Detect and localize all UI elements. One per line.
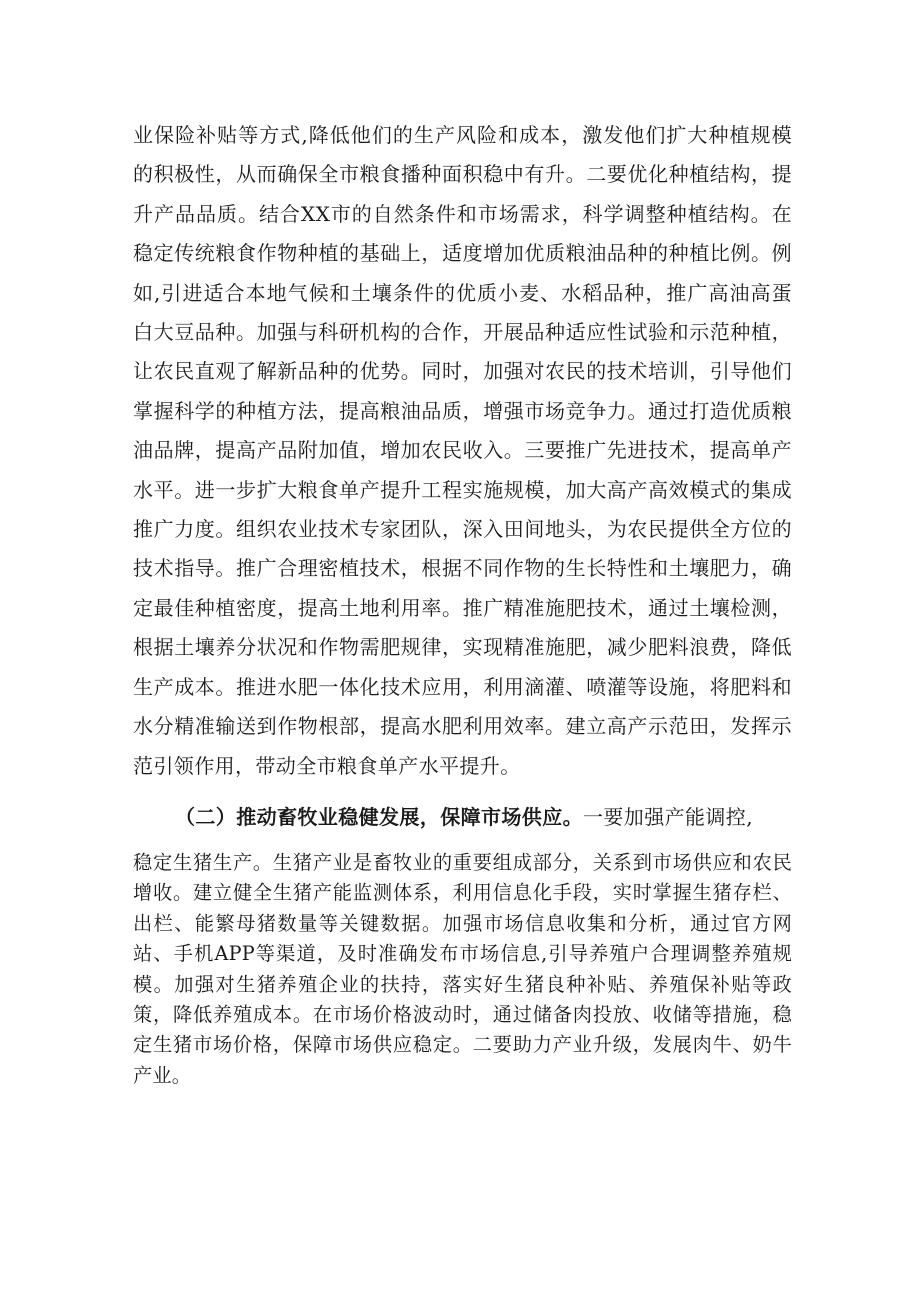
section-heading-livestock: （二）推动畜牧业稳健发展，保障市场供应。 <box>175 804 583 829</box>
body-paragraph-livestock: 稳定生猪生产。生猪产业是畜牧业的重要组成部分，关系到市场供应和农民增收。建立健全生猪产能监测体系，利用信息化手段，实时掌握生猪存栏、出栏、能繁母猪数量等关键数据。加强市场信息收集和分析，通过官方网站、手机APP等渠道，及时准确发布市场信息,引导养殖户合理调整养殖规模。加强对生猪养殖企业的扶持，落实好生猪良种补贴、养殖保补贴等政策，降低养殖成本。在市场价格波动时，通过储备肉投放、收储等措施，稳定生猪市场价格，保障市场供应稳定。二要助力产业升级，发展肉牛、奶牛产业。 <box>133 850 792 1087</box>
body-paragraph-grain: 业保险补贴等方式,降低他们的生产风险和成本，激发他们扩大种植规模的积极性，从而确保全市粮食播种面积稳中有升。二要优化种植结构，提升产品品质。结合XX市的自然条件和市场需求，科学调整种植结构。在稳定传统粮食作物种植的基础上，适度增加优质粮油品种的种植比例。例如,引进适合本地气候和土壤条件的优质小麦、水稻品种，推广高油高蛋白大豆品种。加强与科研机构的合作，开展品种适应性试验和示范种植，让农民直观了解新品种的优势。同时，加强对农民的技术培训，引导他们掌握科学的种植方法，提高粮油品质，增强市场竞争力。通过打造优质粮油品牌，提高产品附加值，增加农民收入。三要推广先进技术，提高单产水平。进一步扩大粮食单产提升工程实施规模，加大高产高效模式的集成推广力度。组织农业技术专家团队，深入田间地头，为农民提供全方位的技术指导。推广合理密植技术，根据不同作物的生长特性和土壤肥力，确定最佳种植密度，提高土地利用率。推广精准施肥技术，通过土壤检测，根据土壤养分状况和作物需肥规律，实现精准施肥，减少肥料浪费，降低生产成本。推进水肥一体化技术应用，利用滴灌、喷灌等设施，将肥料和水分精准输送到作物根部，提高水肥利用效率。建立高产示范田，发挥示范引领作用，带动全市粮食单产水平提升。 <box>133 123 792 778</box>
section-heading-paragraph <box>133 786 792 834</box>
section-heading-continuation: 一要加强产能调控, <box>583 804 753 829</box>
